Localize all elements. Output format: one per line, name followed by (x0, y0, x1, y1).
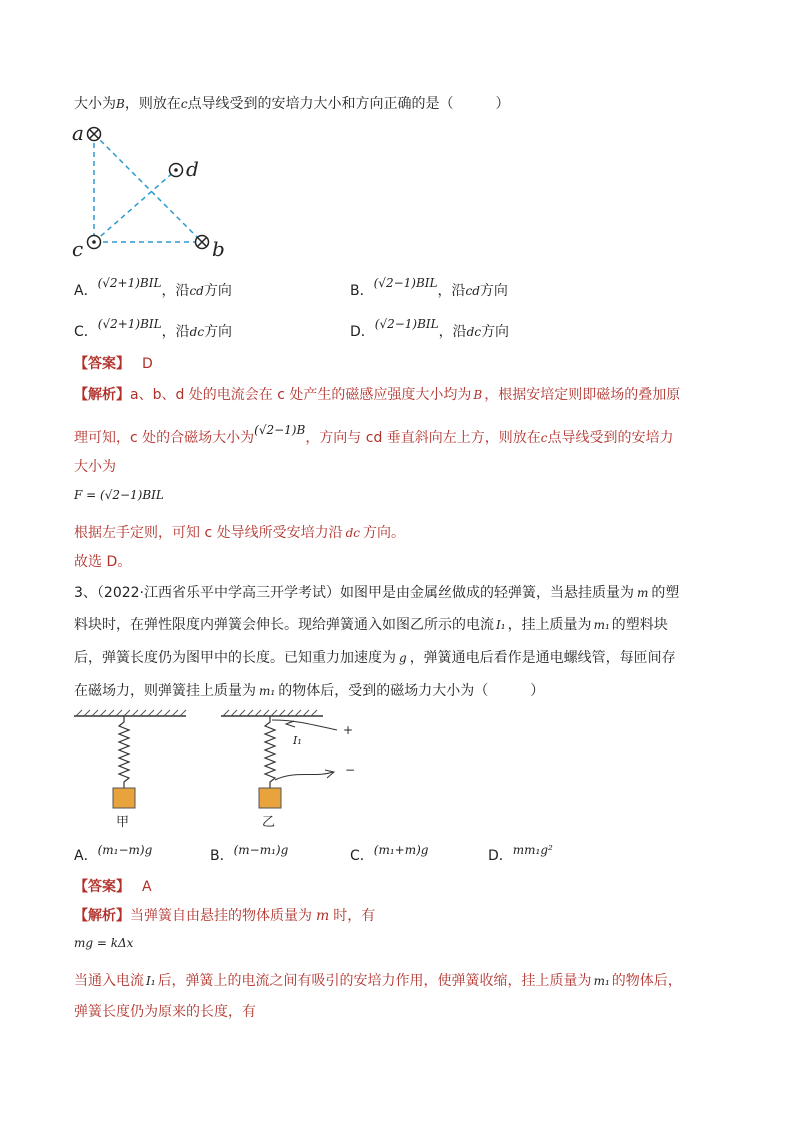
option-text: 方向 (481, 324, 510, 340)
spring-icon (119, 716, 129, 788)
option-expression: (m−m₁)g (233, 843, 289, 857)
q2-option-a[interactable] (74, 276, 232, 300)
analysis-symbol: I₁ (146, 974, 156, 988)
q2-answer (74, 353, 153, 373)
q2-option-d[interactable] (350, 317, 510, 341)
analysis-symbol: c (540, 431, 548, 445)
stem-text: 的塑料块 (611, 617, 668, 633)
wire-b-into-page-icon (196, 236, 209, 249)
edge-ab (94, 134, 202, 242)
stem-text: 的物体后，受到的磁场力大小为（ ） (278, 683, 545, 699)
plus-terminal: + (343, 723, 354, 737)
option-expression: (m₁−m)g (97, 843, 153, 857)
analysis-expression: (√2−1)B (254, 423, 306, 437)
q3-stem-line-4 (74, 680, 544, 700)
option-letter: A． (74, 848, 98, 864)
stem-symbol: m (636, 586, 649, 600)
q3-option-d[interactable] (488, 845, 553, 865)
q3-stem-line-3 (74, 647, 676, 667)
ceiling-hatch (76, 710, 186, 716)
analysis-text: ，方向与 cd 垂直斜向左上方，则放在 (305, 430, 541, 446)
q2-stem-text: 点导线受到的安培力大小和方向正确的是（ ） (187, 96, 510, 112)
option-text: 方向 (479, 283, 508, 299)
analysis-text: 时，有 (333, 908, 376, 924)
wire-c-out-of-page-icon (88, 236, 101, 249)
stem-symbol: I₁ (496, 618, 506, 632)
q2-option-b[interactable] (350, 276, 508, 300)
wire-d-out-of-page-icon (170, 164, 183, 177)
q3-analysis-line-3: 弹簧长度仍为原来的长度，有 (74, 1004, 256, 1020)
analysis-text: ，根据安培定则即磁场的叠加原 (484, 387, 681, 403)
option-direction: dc (466, 325, 482, 339)
option-letter: B． (210, 848, 234, 864)
analysis-label: 【解析】 (74, 387, 130, 403)
analysis-text: 的物体后， (611, 973, 682, 989)
q2-stem-symbol-c: c (180, 97, 188, 111)
analysis-text: 点导线受到的安培力 (547, 430, 674, 446)
analysis-text: 当弹簧自由悬挂的物体质量为 (130, 908, 312, 924)
stem-text: ，挂上质量为 (507, 617, 592, 633)
option-expression: (√2+1)BIL (97, 276, 162, 290)
current-label: I₁ (293, 734, 302, 747)
analysis-symbol: B (473, 388, 483, 402)
q3-option-b[interactable] (210, 845, 288, 865)
plastic-block (113, 788, 135, 808)
option-text: ，沿 (161, 283, 190, 299)
option-direction: dc (189, 325, 205, 339)
energized-spring-icon (265, 716, 275, 788)
q3-stem-line-2 (74, 614, 668, 634)
q2-analysis-line-5 (74, 522, 405, 542)
label-c: c (72, 237, 84, 261)
q3-option-c[interactable] (350, 845, 428, 865)
option-letter: C． (74, 324, 98, 340)
q3-analysis-line-2 (74, 970, 682, 990)
option-expression: (√2+1)BIL (97, 317, 162, 331)
analysis-text: 方向。 (363, 525, 406, 541)
q3-stem-line-1 (74, 582, 679, 602)
stem-symbol: m₁ (259, 684, 276, 698)
q2-stem-text: 大小为 (74, 96, 116, 112)
analysis-symbol: m₁ (593, 974, 610, 988)
option-expression: (m₁+m)g (373, 843, 429, 857)
stem-text: 在磁场力，则弹簧挂上质量为 (74, 683, 256, 699)
option-text: 方向 (203, 283, 232, 299)
wire-in (272, 720, 337, 730)
stem-text: 的塑 (651, 585, 680, 601)
stem-symbol: m₁ (593, 618, 610, 632)
option-letter: D． (350, 324, 375, 340)
q3-figure-jia (70, 708, 200, 830)
stem-symbol: g (399, 651, 407, 665)
minus-terminal: − (345, 763, 356, 777)
q3-figure-yi (215, 708, 375, 830)
option-expression: (√2−1)BIL (373, 276, 438, 290)
q2-stem-text: ，则放在 (124, 96, 181, 112)
plastic-block (259, 788, 281, 808)
option-letter: B． (350, 283, 374, 299)
option-direction: cd (189, 284, 204, 298)
option-text: ，沿 (438, 324, 467, 340)
wire-a-into-page-icon (88, 128, 101, 141)
analysis-text: a、b、d 处的电流会在 c 处产生的磁感应强度大小均为 (130, 387, 472, 403)
analysis-text: 当通入电流 (74, 973, 144, 989)
wire-out (275, 772, 333, 780)
analysis-text: 后，弹簧上的电流之间有吸引的安培力作用，使弹簧收缩，挂上质量为 (157, 973, 592, 989)
option-letter: D． (488, 848, 513, 864)
option-letter: A． (74, 283, 98, 299)
option-letter: C． (350, 848, 374, 864)
label-b: b (212, 237, 225, 261)
analysis-label: 【解析】 (74, 908, 130, 924)
option-text: ，沿 (437, 283, 466, 299)
stem-text: 后，弹簧长度仍为图甲中的长度。已知重力加速度为 (74, 650, 396, 666)
q3-option-a[interactable] (74, 845, 152, 865)
ceiling-hatch (223, 710, 317, 716)
q3-answer (74, 876, 152, 896)
analysis-symbol: dc (345, 526, 361, 540)
stem-text: ，弹簧通电后看作是通电螺线管，每匝间存 (409, 650, 676, 666)
answer-label: 【答案】 (74, 879, 130, 895)
figure-label-jia: 甲 (116, 815, 130, 830)
option-expression: (√2−1)BIL (374, 317, 439, 331)
q2-analysis-line-3: 大小为 (74, 459, 116, 475)
label-a: a (72, 122, 84, 145)
option-direction: cd (465, 284, 480, 298)
q2-wire-diagram (70, 122, 240, 262)
stem-text: 3、（2022·江西省乐平中学高三开学考试）如图甲是由金属丝做成的轻弹簧，当悬挂质量为 (74, 585, 634, 601)
q3-analysis-line-1 (74, 905, 375, 925)
q2-analysis-line-1 (74, 384, 680, 404)
edge-cd (94, 170, 176, 242)
answer-label: 【答案】 (74, 356, 130, 372)
analysis-text: 根据左手定则，可知 c 处导线所受安培力沿 (74, 525, 343, 541)
q2-formula: F = (√2−1)BIL (74, 488, 164, 502)
stem-text: 料块时，在弹性限度内弹簧会伸长。现给弹簧通入如图乙所示的电流 (74, 617, 494, 633)
q3-formula-1: mg = kΔx (74, 936, 134, 950)
q2-analysis-line-2 (74, 423, 674, 447)
figure-label-yi: 乙 (262, 815, 276, 830)
q2-option-c[interactable] (74, 317, 233, 341)
analysis-symbol: m (316, 908, 330, 924)
analysis-text: 理可知，c 处的合磁场大小为 (74, 430, 255, 446)
label-d: d (186, 157, 199, 181)
answer-value: D (142, 356, 153, 372)
option-text: ，沿 (161, 324, 190, 340)
q2-stem (74, 94, 510, 114)
option-text: 方向 (204, 324, 233, 340)
q2-conclusion: 故选 D。 (74, 554, 132, 570)
q2-stem-symbol-B: B (116, 97, 125, 111)
current-arrow-icon (286, 721, 295, 727)
answer-value: A (142, 879, 152, 895)
option-expression: mm₁g² (512, 843, 553, 857)
